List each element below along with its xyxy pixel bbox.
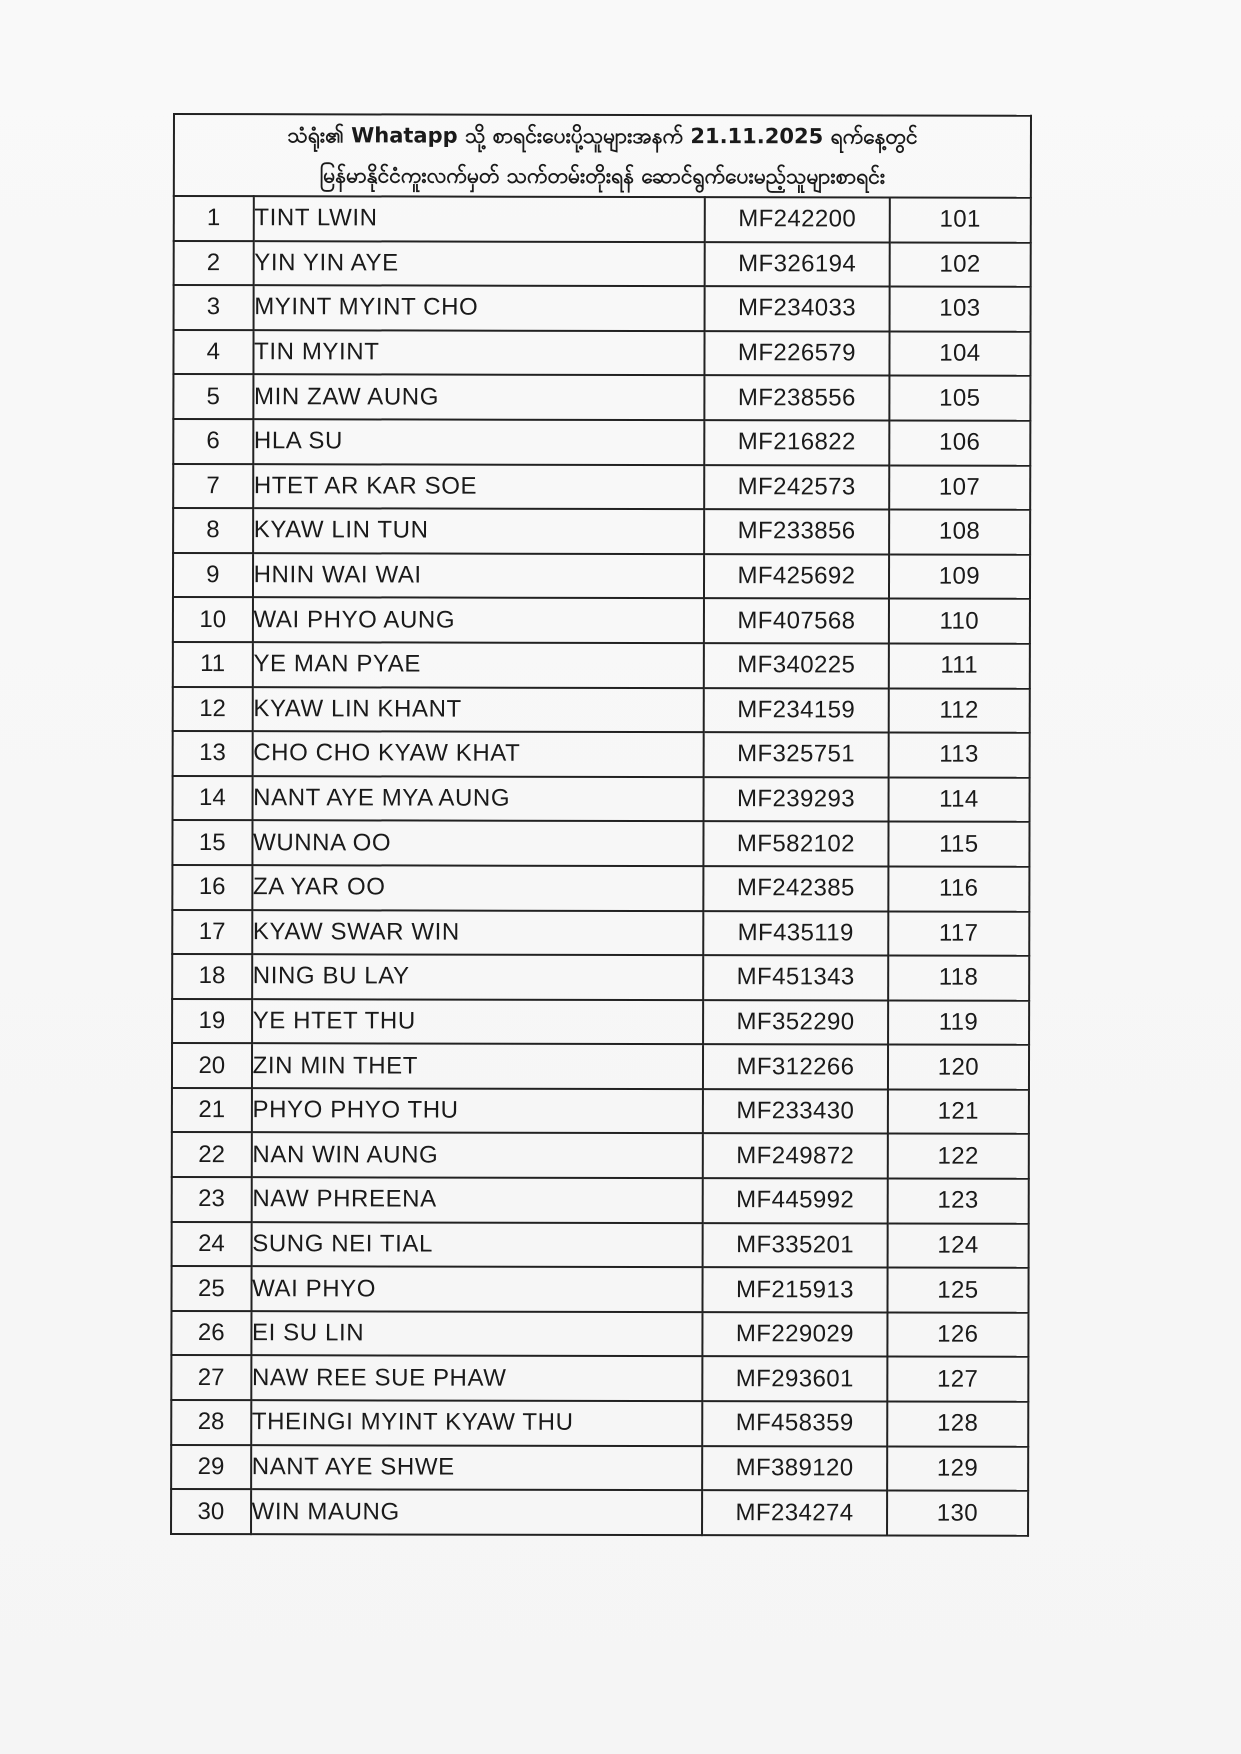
table-row	[173, 553, 1030, 599]
queue-code: 129	[887, 1446, 1028, 1491]
queue-code: 109	[889, 554, 1030, 599]
table-row	[172, 1132, 1029, 1178]
person-name: ZIN MIN THET	[252, 1043, 704, 1089]
queue-code: 111	[888, 643, 1029, 688]
table-row	[173, 464, 1030, 510]
passport-number: MF234159	[704, 688, 889, 733]
table-row	[173, 597, 1030, 643]
person-name: YIN YIN AYE	[253, 241, 705, 287]
table-row	[171, 1445, 1028, 1491]
person-name: YE HTET THU	[252, 999, 704, 1045]
queue-code: 118	[888, 956, 1029, 1001]
row-number: 12	[173, 687, 253, 732]
passport-number: MF340225	[704, 643, 889, 688]
row-number: 18	[172, 954, 252, 999]
table-row	[174, 241, 1031, 287]
row-number: 8	[173, 508, 253, 553]
queue-code: 122	[887, 1134, 1028, 1179]
queue-code: 124	[887, 1223, 1028, 1268]
row-number: 27	[171, 1355, 251, 1400]
person-name: HLA SU	[253, 419, 705, 465]
queue-code: 103	[889, 287, 1030, 332]
person-name: HTET AR KAR SOE	[253, 464, 705, 510]
table-row	[173, 731, 1030, 777]
person-name: NANT AYE SHWE	[251, 1445, 703, 1491]
table-row	[172, 1177, 1029, 1223]
person-name: WAI PHYO	[251, 1266, 703, 1312]
person-name: KYAW LIN TUN	[253, 508, 705, 554]
passport-number: MF229029	[703, 1312, 888, 1357]
row-number: 10	[173, 597, 253, 642]
row-number: 7	[173, 464, 253, 509]
table-row	[172, 820, 1029, 866]
passport-number: MF582102	[704, 821, 889, 866]
queue-code: 127	[887, 1357, 1028, 1402]
person-name: SUNG NEI TIAL	[251, 1222, 703, 1268]
table-row	[171, 1355, 1028, 1401]
person-name: PHYO PHYO THU	[251, 1088, 703, 1134]
queue-code: 117	[888, 911, 1029, 956]
row-number: 29	[171, 1445, 251, 1490]
passport-number: MF242200	[705, 197, 890, 242]
passport-number: MF239293	[704, 777, 889, 822]
title-line-1: သံရုံး၏ Whatapp သို့ စာရင်းပေးပို့သူများအနက် 21.11.2025 ရက်နေ့တွင်	[287, 123, 918, 149]
table-row	[171, 1311, 1028, 1357]
table-title-row	[174, 114, 1031, 198]
row-number: 11	[173, 642, 253, 687]
queue-code: 110	[889, 599, 1030, 644]
queue-code: 112	[888, 688, 1029, 733]
table-title-cell	[174, 114, 1031, 198]
table-row	[174, 196, 1031, 242]
passport-number: MF233856	[704, 509, 889, 554]
person-name: HNIN WAI WAI	[253, 553, 705, 599]
queue-code: 114	[888, 777, 1029, 822]
table-row	[174, 285, 1031, 331]
passport-number: MF451343	[703, 955, 888, 1000]
passport-number: MF242385	[704, 866, 889, 911]
passport-number: MF234274	[702, 1490, 887, 1535]
table-row	[173, 330, 1030, 376]
queue-code: 125	[887, 1268, 1028, 1313]
row-number: 6	[173, 419, 253, 464]
queue-code: 116	[888, 866, 1029, 911]
table-row	[172, 1043, 1029, 1089]
passport-number: MF293601	[702, 1357, 887, 1402]
queue-code: 130	[887, 1491, 1028, 1536]
person-name: THEINGI MYINT KYAW THU	[251, 1400, 703, 1446]
title-line-2: မြန်မာနိုင်ငံကူးလက်မှတ် သက်တမ်းတိုးရန် ဆောင်ရွက်ပေးမည့်သူများစာရင်း	[319, 163, 886, 189]
table-row	[172, 1222, 1029, 1268]
row-number: 21	[172, 1088, 252, 1133]
table-row	[172, 1088, 1029, 1134]
row-number: 1	[174, 196, 254, 241]
row-number: 25	[171, 1266, 251, 1311]
person-name: NANT AYE MYA AUNG	[252, 776, 704, 822]
table-row	[173, 642, 1030, 688]
queue-code: 113	[888, 733, 1029, 778]
person-name: WUNNA OO	[252, 820, 704, 866]
passport-number: MF215913	[703, 1267, 888, 1312]
queue-code: 121	[888, 1089, 1029, 1134]
passport-number: MF458359	[702, 1401, 887, 1446]
person-name: TIN MYINT	[253, 330, 705, 376]
row-number: 26	[171, 1311, 251, 1356]
queue-code: 104	[889, 331, 1030, 376]
passport-number: MF312266	[703, 1044, 888, 1089]
row-number: 22	[172, 1132, 252, 1177]
passport-number: MF407568	[704, 598, 889, 643]
row-number: 3	[174, 285, 254, 330]
passport-number: MF242573	[704, 465, 889, 510]
passport-number: MF238556	[705, 375, 890, 420]
row-number: 24	[172, 1222, 252, 1267]
row-number: 5	[173, 374, 253, 419]
passport-number: MF216822	[704, 420, 889, 465]
person-name: NAN WIN AUNG	[251, 1133, 703, 1179]
person-name: MIN ZAW AUNG	[253, 375, 705, 421]
table-row	[173, 776, 1030, 822]
table-row	[172, 954, 1029, 1000]
person-name: CHO CHO KYAW KHAT	[252, 731, 704, 777]
passport-number: MF425692	[704, 554, 889, 599]
queue-code: 120	[888, 1045, 1029, 1090]
row-number: 19	[172, 999, 252, 1044]
table-row	[172, 910, 1029, 956]
person-name: NAW REE SUE PHAW	[251, 1356, 703, 1402]
row-number: 15	[172, 820, 252, 865]
passport-number: MF352290	[703, 1000, 888, 1045]
row-number: 2	[174, 241, 254, 286]
passport-number: MF234033	[705, 286, 890, 331]
queue-code: 107	[889, 465, 1030, 510]
passport-renewal-list-table	[170, 113, 1032, 1537]
person-name: NING BU LAY	[252, 954, 704, 1000]
table-row	[173, 374, 1030, 420]
person-name: NAW PHREENA	[251, 1177, 703, 1223]
row-number: 20	[172, 1043, 252, 1088]
passport-number: MF326194	[705, 242, 890, 287]
queue-code: 123	[887, 1179, 1028, 1224]
table-row	[172, 999, 1029, 1045]
person-name: KYAW SWAR WIN	[252, 910, 704, 956]
passport-number: MF233430	[703, 1089, 888, 1134]
queue-code: 128	[887, 1402, 1028, 1447]
queue-code: 115	[888, 822, 1029, 867]
row-number: 14	[173, 776, 253, 821]
queue-code: 102	[889, 242, 1030, 287]
row-number: 4	[173, 330, 253, 375]
row-number: 17	[172, 910, 252, 955]
person-name: EI SU LIN	[251, 1311, 703, 1357]
person-name: WIN MAUNG	[251, 1489, 703, 1535]
person-name: YE MAN PYAE	[252, 642, 704, 688]
passport-number: MF325751	[704, 732, 889, 777]
queue-code: 106	[889, 420, 1030, 465]
person-name: ZA YAR OO	[252, 865, 704, 911]
queue-code: 101	[889, 198, 1030, 243]
row-number: 9	[173, 553, 253, 598]
table-row	[173, 508, 1030, 554]
person-name: MYINT MYINT CHO	[253, 285, 705, 331]
passport-number: MF249872	[703, 1134, 888, 1179]
queue-code: 119	[888, 1000, 1029, 1045]
passport-number: MF435119	[703, 911, 888, 956]
table-row	[171, 1266, 1028, 1312]
row-number: 23	[172, 1177, 252, 1222]
person-name: KYAW LIN KHANT	[252, 687, 704, 733]
row-number: 28	[171, 1400, 251, 1445]
table-row	[171, 1400, 1028, 1446]
row-number: 16	[172, 865, 252, 910]
table-row	[173, 419, 1030, 465]
table-row	[172, 865, 1029, 911]
row-number: 30	[171, 1489, 251, 1534]
person-name: WAI PHYO AUNG	[253, 598, 705, 644]
passport-number: MF389120	[702, 1446, 887, 1491]
passport-number: MF226579	[705, 331, 890, 376]
queue-code: 108	[889, 510, 1030, 555]
row-number: 13	[173, 731, 253, 776]
queue-code: 126	[887, 1312, 1028, 1357]
passport-number: MF335201	[703, 1223, 888, 1268]
person-name: TINT LWIN	[253, 196, 705, 242]
table-row	[173, 687, 1030, 733]
passport-number: MF445992	[703, 1178, 888, 1223]
table-row	[171, 1489, 1028, 1535]
queue-code: 105	[889, 376, 1030, 421]
